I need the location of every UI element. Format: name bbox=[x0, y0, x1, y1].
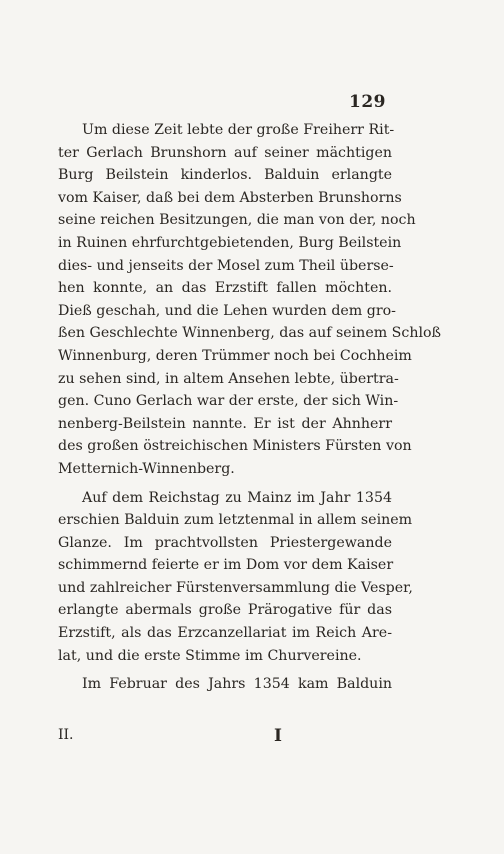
text-line: seine reichen Besitzungen, die man von der, noch bbox=[58, 212, 416, 229]
text-line: erlangte abermals große Prärogative für das bbox=[58, 602, 392, 619]
catchword-mark: I bbox=[274, 726, 282, 746]
text-line: schimmernd feierte er im Dom vor dem Kaiser bbox=[58, 557, 394, 574]
text-line: Burg Beilstein kinderlos. Balduin erlangte bbox=[58, 167, 392, 184]
text-line: ßen Geschlechte Winnenberg, das auf seinem Schloß bbox=[58, 325, 442, 342]
signature-mark: II. bbox=[58, 727, 74, 743]
text-line: nenberg-Beilstein nannte. Er ist der Ahnherr bbox=[58, 415, 392, 432]
text-line: lat, und die erste Stimme im Churvereine. bbox=[58, 647, 362, 664]
text-line: des großen östreichischen Ministers Fürsten von bbox=[58, 438, 412, 455]
text-line: Erzstift, als das Erzcanzellariat im Reich Are- bbox=[58, 625, 392, 642]
text-line: Glanze. Im prachtvollsten Priestergewande bbox=[58, 534, 392, 551]
body-text bbox=[58, 119, 442, 696]
text-line: in Ruinen ehrfurchtgebietenden, Burg Beilstein bbox=[58, 234, 402, 251]
text-line: Dieß geschah, und die Lehen wurden dem gro- bbox=[58, 302, 396, 319]
text-line: zu sehen sind, in altem Ansehen lebte, übertra- bbox=[58, 370, 399, 387]
text-line: Im Februar des Jahrs 1354 kam Balduin bbox=[82, 676, 392, 693]
text-line: gen. Cuno Gerlach war der erste, der sich Win- bbox=[58, 393, 399, 410]
text-line: vom Kaiser, daß bei dem Absterben Brunshorns bbox=[58, 189, 402, 206]
text-line: dies- und jenseits der Mosel zum Theil überse- bbox=[58, 257, 394, 274]
text-line: ter Gerlach Brunshorn auf seiner mächtigen bbox=[58, 144, 392, 161]
text-line: Metternich-Winnenberg. bbox=[58, 460, 235, 477]
text-line: hen konnte, an das Erzstift fallen möchten. bbox=[58, 280, 392, 297]
text-line: Um diese Zeit lebte der große Freiherr Rit- bbox=[82, 122, 395, 138]
text-line: und zahlreicher Fürstenversammlung die Vesper, bbox=[58, 579, 413, 596]
text-line: Winnenburg, deren Trümmer noch bei Cochheim bbox=[58, 347, 412, 364]
text-line: Auf dem Reichstag zu Mainz im Jahr 1354 bbox=[82, 489, 392, 506]
text-line: erschien Balduin zum letztenmal in allem seinem bbox=[58, 512, 413, 529]
page-number: 129 bbox=[349, 92, 386, 112]
